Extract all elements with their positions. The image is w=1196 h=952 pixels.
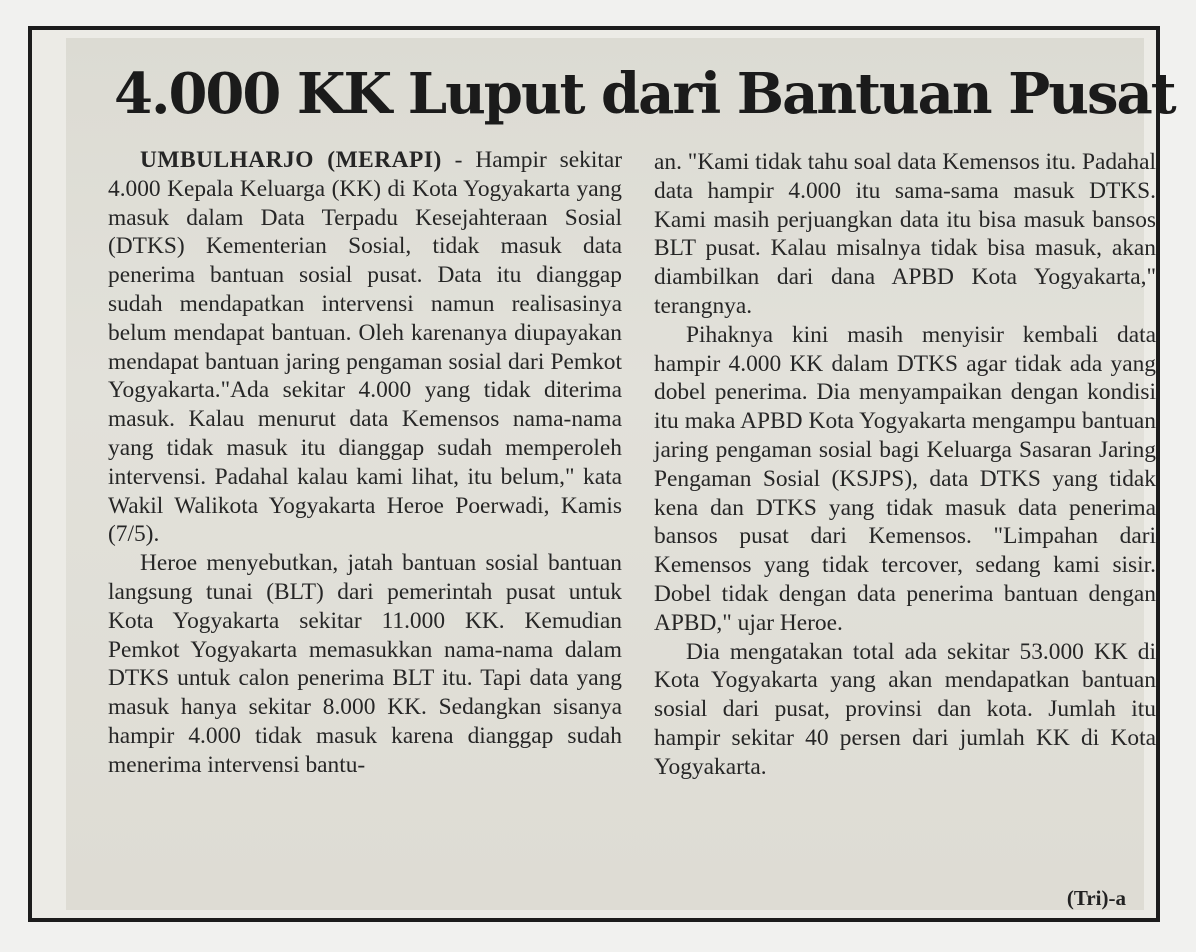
lead-paragraph xyxy=(108,146,622,549)
newspaper-clipping xyxy=(66,38,1175,910)
left-column xyxy=(108,146,622,780)
article-frame xyxy=(28,26,1175,922)
paragraph: Pihaknya kini masih menyisir kembali data hampir 4.000 KK dalam DTKS agar tidak ada yang dobel penerima. Dia menyampaikan dengan kondisi itu maka APBD Kota Yogyakarta mengampu bantuan jaring pengaman sosial bagi Keluarga Sasaran Jaring Pengaman Sosial (KSJPS), data DTKS yang tidak kena dan DTKS yang tidak masuk data penerima bansos pusat dari Kemensos. "Limpahan dari Kemensos yang tidak tercover, sedang kami sisir. Dobel tidak dengan data penerima bantuan dengan APBD," ujar Heroe. xyxy=(654,321,1156,636)
lead-paragraph-text: Hampir sekitar 4.000 Kepala Keluarga (KK) di Kota Yogyakarta yang masuk dalam Data Terpadu Kesejahteraan Sosial (DTKS) Kementerian Sosial, tidak masuk data penerima bantuan sosial pusat. Data itu dianggap sudah mendapatkan intervensi namun realisasinya belum mendapat bantuan. Oleh karenanya diupayakan mendapat bantuan jaring pengaman sosial dari Pemkot Yogyakarta."Ada sekitar 4.000 yang tidak diterima masuk. Kalau menurut data Kemensos nama-nama yang tidak masuk itu dianggap sudah memperoleh intervensi. Padahal kalau kami lihat, itu belum," kata Wakil Walikota Yogyakarta Heroe Poerwadi, Kamis (7/5). xyxy=(108,147,622,548)
author-credit: (Tri)-a xyxy=(1066,886,1126,910)
paragraph: Heroe menyebutkan, jatah bantuan sosial bantuan langsung tunai (BLT) dari pemerintah pusat untuk Kota Yogyakarta sekitar 11.000 KK. Kemudian Pemkot Yogyakarta memasukkan nama-nama dalam DTKS untuk calon penerima BLT itu. Tapi data yang masuk hanya sekitar 8.000 KK. Sedangkan sisanya hampir 4.000 tidak masuk karena dianggap sudah menerima intervensi bantu- xyxy=(108,550,622,778)
dateline-separator: - xyxy=(441,147,476,173)
dateline: UMBULHARJO (MERAPI) xyxy=(140,147,442,173)
article-headline: 4.000 KK Luput dari Bantuan Pusat xyxy=(114,61,1175,127)
paragraph: an. "Kami tidak tahu soal data Kemensos itu. Padahal data hampir 4.000 itu sama-sama masuk DTKS. Kami masih perjuangkan data itu bisa masuk bansos BLT pusat. Kalau misalnya tidak bisa masuk, akan diambilkan dari dana APBD Kota Yogyakarta," terangnya. xyxy=(654,149,1156,319)
paragraph: Dia mengatakan total ada sekitar 53.000 KK di Kota Yogyakarta yang akan mendapatkan bantuan sosial dari pusat, provinsi dan kota. Jumlah itu hampir sekitar 40 persen dari jumlah KK di Kota Yogyakarta. xyxy=(654,638,1156,780)
right-column xyxy=(654,148,1156,782)
